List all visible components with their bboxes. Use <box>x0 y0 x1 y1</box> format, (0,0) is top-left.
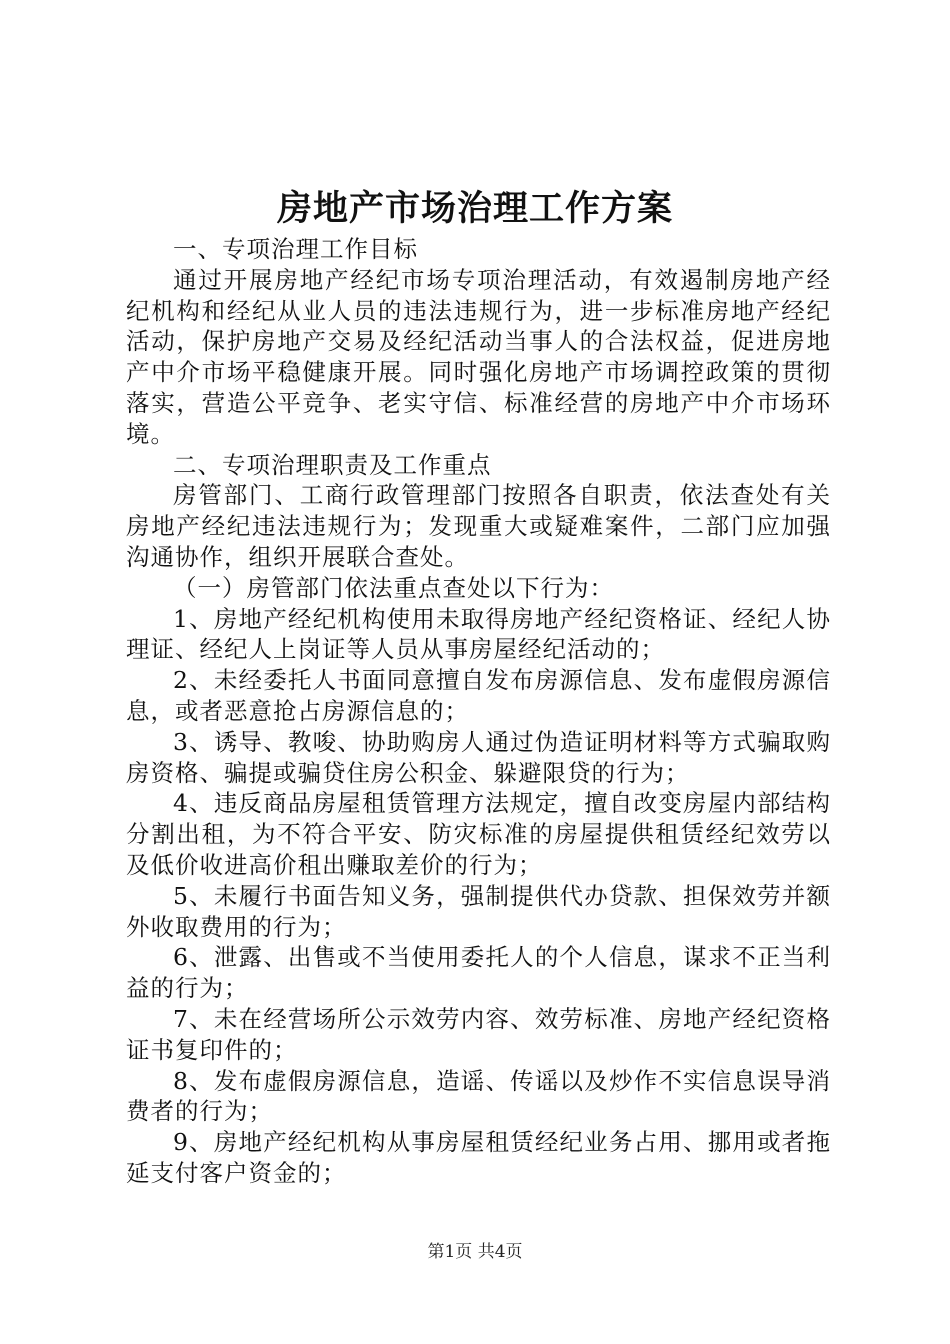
list-item: 8、发布虚假房源信息，造谣、传谣以及炒作不实信息误导消费者的行为； <box>126 1066 831 1126</box>
document-body <box>126 234 831 1189</box>
list-item: 3、诱导、教唆、协助购房人通过伪造证明材料等方式骗取购房资格、骗提或骗贷住房公积金、躲避限贷的行为； <box>126 727 831 787</box>
list-item: 9、房地产经纪机构从事房屋租赁经纪业务占用、挪用或者拖延支付客户资金的； <box>126 1128 831 1187</box>
list-item: 5、未履行书面告知义务，强制提供代办贷款、担保效劳并额外收取费用的行为； <box>126 881 831 941</box>
document-title: 房地产市场治理工作方案 <box>276 188 673 229</box>
list-item: 7、未在经营场所公示效劳内容、效劳标准、房地产经纪资格证书复印件的； <box>126 1004 831 1064</box>
list-item: 4、违反商品房屋租赁管理方法规定，擅自改变房屋内部结构分割出租，为不符合平安、防灾标准的房屋提供租赁经纪效劳以及低价收进高价租出赚取差价的行为； <box>126 789 831 879</box>
list-item: 6、泄露、出售或不当使用委托人的个人信息，谋求不正当利益的行为； <box>126 943 831 1003</box>
paragraph: 通过开展房地产经纪市场专项治理活动，有效遏制房地产经纪机构和经纪从业人员的违法违规行为，进一步标准房地产经纪活动，保护房地产交易及经纪活动当事人的合法权益，促进房地产中介市场平稳健康开展。同时强化房地产市场调控政策的贯彻落实，营造公平竞争、老实守信、标准经营的房地产中介市场环境。 <box>126 265 831 448</box>
list-item: 2、未经委托人书面同意擅自发布房源信息、发布虚假房源信息，或者恶意抢占房源信息的； <box>126 666 831 725</box>
section-heading: 二、专项治理职责及工作重点 <box>173 450 492 479</box>
list-item: 1、房地产经纪机构使用未取得房地产经纪资格证、经纪人协理证、经纪人上岗证等人员从事房屋经纪活动的； <box>126 604 831 664</box>
subsection-heading: （一）房管部门依法重点查处以下行为： <box>173 573 614 602</box>
section-heading: 一、专项治理工作目标 <box>173 235 418 263</box>
page-footer: 第1页 共4页 <box>427 1242 523 1262</box>
paragraph: 房管部门、工商行政管理部门按照各自职责，依法查处有关房地产经纪违法违规行为；发现重大或疑难案件，二部门应加强沟通协作，组织开展联合查处。 <box>126 481 831 571</box>
